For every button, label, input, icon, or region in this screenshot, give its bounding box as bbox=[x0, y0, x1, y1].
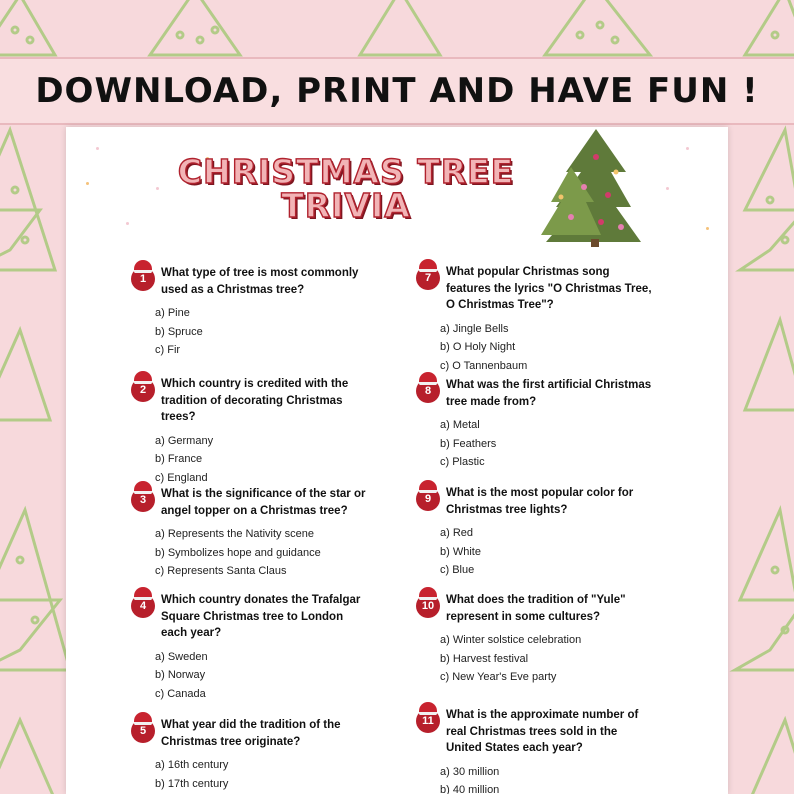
answer-option: b) Harvest festival bbox=[440, 652, 529, 665]
question-2 bbox=[131, 376, 371, 487]
question-number-badge: 8 bbox=[416, 379, 440, 403]
sparkle-icon bbox=[706, 227, 709, 230]
sparkle-icon bbox=[96, 147, 99, 150]
answer-option: b) Spruce bbox=[155, 325, 203, 338]
question-number-badge: 4 bbox=[131, 594, 155, 618]
answer-option: c) Canada bbox=[155, 687, 206, 700]
question-5 bbox=[131, 717, 371, 793]
question-number-badge: 10 bbox=[416, 594, 440, 618]
trivia-sheet bbox=[66, 127, 728, 794]
doodle-tree-icon bbox=[545, 0, 650, 55]
question-number-badge: 5 bbox=[131, 719, 155, 743]
question-text: What year did the tradition of the Christmas tree originate? bbox=[161, 719, 341, 748]
answer-option: c) New Year's Eve party bbox=[440, 671, 557, 683]
question-10 bbox=[416, 592, 656, 687]
question-1 bbox=[131, 265, 371, 360]
answer-option: b) 40 million bbox=[440, 784, 500, 794]
answer-option: a) Winter solstice celebration bbox=[440, 634, 582, 646]
doodle-tree-icon bbox=[360, 0, 440, 55]
title-line-1: CHRISTMAS TREE bbox=[177, 152, 515, 191]
question-number-badge: 2 bbox=[131, 378, 155, 402]
answer-option: b) White bbox=[440, 545, 481, 558]
christmas-tree-icon bbox=[536, 127, 646, 247]
sparkle-icon bbox=[666, 187, 669, 190]
answer-option: a) Metal bbox=[440, 419, 480, 431]
question-text: What popular Christmas song features the lyrics "O Christmas Tree, O Christmas Tree"? bbox=[446, 266, 652, 311]
answer-option: a) 30 million bbox=[440, 765, 500, 778]
question-text: What was the first artificial Christmas tree made from? bbox=[446, 379, 652, 408]
sparkle-icon bbox=[686, 147, 689, 150]
answer-option: c) O Tannenbaum bbox=[440, 359, 528, 372]
answer-option: b) 17th century bbox=[155, 777, 229, 790]
doodle-tree-icon bbox=[0, 0, 55, 55]
question-text: What is the most popular color for Christmas tree lights? bbox=[446, 487, 634, 516]
question-text: Which country donates the Trafalgar Square Christmas tree to London each year? bbox=[161, 594, 361, 639]
answer-option: c) Plastic bbox=[440, 456, 485, 468]
answer-option: a) Jingle Bells bbox=[440, 322, 509, 335]
answer-option: a) Sweden bbox=[155, 650, 208, 663]
doodle-tree-icon bbox=[0, 510, 70, 670]
doodle-tree-icon bbox=[735, 510, 794, 670]
question-number-badge: 3 bbox=[131, 488, 155, 512]
header-banner bbox=[0, 57, 794, 125]
question-7 bbox=[416, 264, 656, 375]
answer-option: b) O Holy Night bbox=[440, 341, 516, 353]
answer-option: a) Red bbox=[440, 527, 474, 539]
answer-option: b) Norway bbox=[155, 669, 206, 681]
doodle-tree-icon bbox=[150, 0, 240, 55]
doodle-tree-icon bbox=[750, 720, 794, 794]
question-text: Which country is credited with the tradition of decorating Christmas trees? bbox=[161, 378, 349, 423]
answer-option: c) Fir bbox=[155, 344, 181, 356]
banner-text: DOWNLOAD, PRINT AND HAVE FUN ! bbox=[35, 71, 759, 111]
doodle-tree-icon bbox=[0, 130, 55, 270]
answer-option: b) Feathers bbox=[440, 437, 497, 450]
question-11 bbox=[416, 707, 656, 794]
question-number-badge: 9 bbox=[416, 487, 440, 511]
answer-option: a) Represents the Nativity scene bbox=[155, 528, 314, 540]
question-number-badge: 7 bbox=[416, 266, 440, 290]
doodle-tree-icon bbox=[0, 720, 55, 794]
doodle-tree-icon bbox=[740, 130, 794, 270]
answer-option: a) Pine bbox=[155, 307, 190, 319]
answer-option: b) France bbox=[155, 453, 203, 465]
doodle-tree-icon bbox=[745, 0, 794, 55]
question-9 bbox=[416, 485, 656, 580]
answer-option: c) Blue bbox=[440, 564, 475, 576]
title-line-2: TRIVIA bbox=[281, 186, 411, 225]
question-text: What type of tree is most commonly used as a Christmas tree? bbox=[161, 267, 359, 296]
answer-option: a) Germany bbox=[155, 434, 214, 447]
question-text: What is the significance of the star or angel topper on a Christmas tree? bbox=[161, 488, 366, 517]
answer-option: c) Represents Santa Claus bbox=[155, 565, 287, 577]
question-text: What is the approximate number of real Christmas trees sold in the United States each year? bbox=[446, 709, 639, 754]
doodle-tree-icon bbox=[745, 320, 794, 410]
answer-option: b) Symbolizes hope and guidance bbox=[155, 546, 321, 559]
answer-option: a) 16th century bbox=[155, 759, 229, 771]
question-text: What does the tradition of "Yule" represent in some cultures? bbox=[446, 594, 626, 623]
doodle-tree-icon bbox=[0, 330, 50, 420]
answer-option: c) England bbox=[155, 471, 208, 484]
question-8 bbox=[416, 377, 656, 472]
question-3 bbox=[131, 486, 371, 581]
question-number-badge: 11 bbox=[416, 709, 440, 733]
question-4 bbox=[131, 592, 371, 703]
question-number-badge: 1 bbox=[131, 267, 155, 291]
